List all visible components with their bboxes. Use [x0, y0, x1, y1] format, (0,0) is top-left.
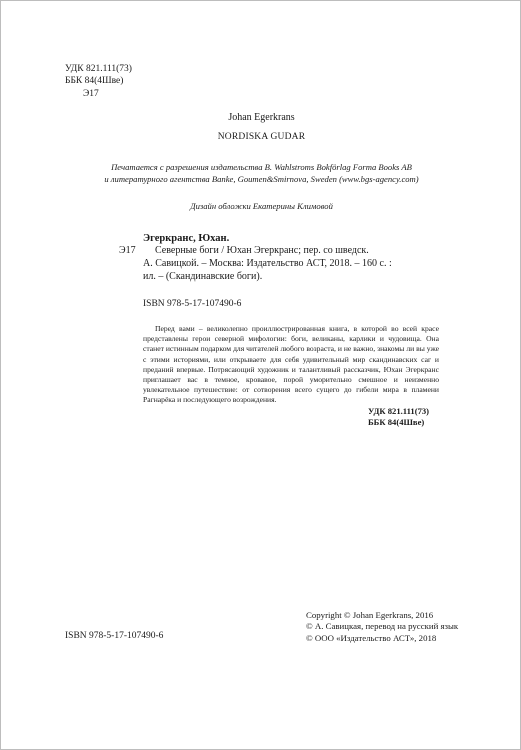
original-author: Johan Egerkrans — [228, 112, 295, 123]
bibliographic-author-mark: Э17 — [119, 245, 136, 256]
bibliographic-description — [143, 245, 441, 283]
bibliographic-line-3: ил. – (Скандинавские боги). — [143, 270, 263, 282]
bibliographic-author: Эгеркранс, Юхан. — [143, 233, 230, 244]
bbk-code: ББК 84(4Шве) — [65, 76, 124, 87]
cover-design-credit: Дизайн обложки Екатерины Климовой — [190, 201, 333, 211]
permission-line-1: Печатается с разрешения издательства B. Wahlstroms Bokförlag Forma Books AB — [111, 162, 412, 172]
bbk-code-right: ББК 84(4Шве) — [368, 417, 425, 427]
classification-codes-top — [65, 63, 132, 100]
author-mark: Э17 — [83, 88, 99, 99]
original-title: NORDISKA GUDAR — [217, 132, 306, 142]
isbn-middle: ISBN 978-5-17-107490-6 — [143, 299, 242, 309]
copyright-line-1: Copyright © Johan Egerkrans, 2016 — [306, 610, 434, 620]
permission-notice — [1, 161, 521, 185]
copyright-block — [306, 610, 458, 644]
bibliographic-line-1: Северные боги / Юхан Эгеркранс; пер. со шведск. — [155, 245, 369, 256]
bibliographic-line-2: А. Савицкой. – Москва: Издательство АСТ, 2018. – 160 с. : — [143, 257, 392, 269]
udk-code-right: УДК 821.111(73) — [368, 406, 430, 416]
book-annotation: Перед вами – великолепно проиллюстрированная книга, в которой во всей красе представлены герои северной мифологии: боги, великаны, карлики и чудовища. Она станет истинным подарком для читателей любого возраста, и не важно, знакомы ли вы уже с этими историями, или открываете для себя удивительный мир скандинавских саг и преданий впервые. Потрясающий художник и талантливый рассказчик, Юхан Эгеркранс приглашает вас в темное, кровавое, порой уморительно смешное и неизменно увлекательное путешествие: от сотворения всего сущего до гибели мира в пламени Рагнарёка и последующего возрождения. — [143, 324, 439, 405]
isbn-bottom: ISBN 978-5-17-107490-6 — [65, 631, 164, 641]
copyright-line-2: © А. Савицкая, перевод на русский язык — [306, 621, 459, 632]
copyright-line-3: © ООО «Издательство АСТ», 2018 — [306, 632, 437, 643]
permission-line-2: и литературного агентства Banke, Goumen&Smirnova, Sweden (www.bgs-agency.com) — [104, 174, 419, 184]
classification-codes-right — [368, 406, 429, 428]
udk-code: УДК 821.111(73) — [65, 64, 132, 74]
